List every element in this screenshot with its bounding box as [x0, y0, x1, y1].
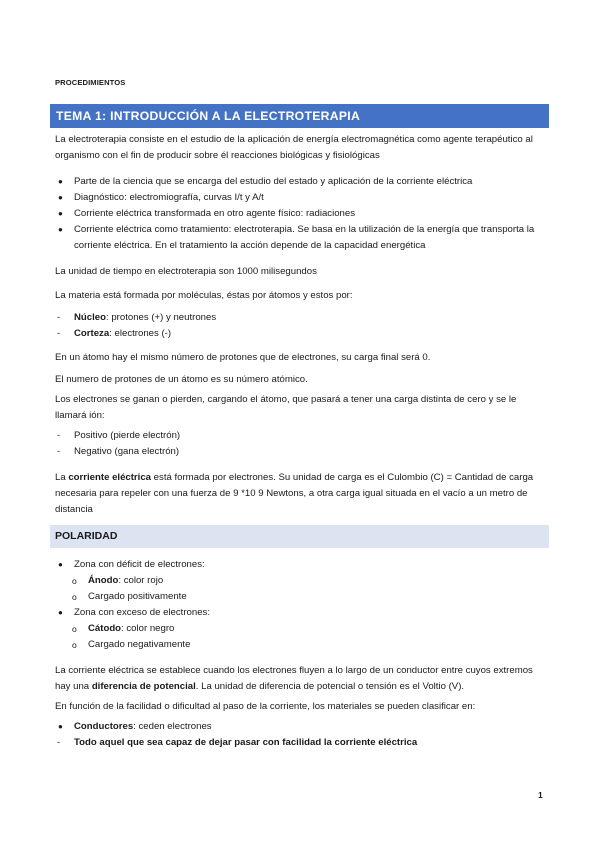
paragraph-atomo: En un átomo hay el mismo número de protones que de electrones, su carga final será 0.	[55, 352, 431, 363]
definition-corteza: : electrones (-)	[109, 328, 172, 339]
sublist-item-catodo	[88, 621, 528, 637]
list-item: Parte de la ciencia que se encarga del estudio del estado y aplicación de la corriente eléctrica	[74, 176, 473, 187]
definition-conductores: : ceden electrones	[133, 721, 212, 732]
bullet-icon: ●	[58, 225, 63, 234]
intro-paragraph: La electroterapia consiste en el estudio de la aplicación de energía electromagnética como agente terapéutico al organismo con el fin de producir sobre él reacciones biológicas y fisiológicas	[55, 134, 533, 161]
list-item: Zona con exceso de electrones:	[74, 607, 210, 618]
list-item: Positivo (pierde electrón)	[74, 430, 181, 441]
list-item: Negativo (gana electrón)	[74, 446, 180, 457]
term-corteza: Corteza	[74, 328, 110, 339]
term-anodo: Ánodo	[88, 575, 119, 586]
circle-bullet-icon: o	[72, 576, 77, 586]
document-header: PROCEDIMIENTOS	[55, 78, 126, 87]
page-title: TEMA 1: INTRODUCCIÓN A LA ELECTROTERAPIA	[50, 104, 549, 128]
list-item: Corriente eléctrica transformada en otro agente físico: radiaciones	[74, 208, 356, 219]
list-item-conductores	[74, 719, 544, 735]
circle-bullet-icon: o	[72, 640, 77, 650]
list-item-nucleo	[74, 310, 544, 326]
dash-marker: -	[57, 737, 61, 748]
list-item: Corriente eléctrica como tratamiento: electroterapia. Se basa en la utilización de la energía que transporta la corriente eléctrica. En el tratamiento la acción depende de la capacidad energética	[74, 224, 535, 251]
paragraph-ion: Los electrones se ganan o pierden, cargando el átomo, que pasará a tener una carga distinta de cero y se le llamará ión:	[55, 394, 517, 421]
sublist-item: Cargado negativamente	[88, 639, 191, 650]
list-item-corteza	[74, 326, 544, 342]
sublist-item-anodo	[88, 573, 528, 589]
bullet-icon: ●	[58, 193, 63, 202]
dash-marker: -	[57, 328, 61, 339]
circle-bullet-icon: o	[72, 592, 77, 602]
paragraph-clasificar: En función de la facilidad o dificultad al paso de la corriente, los materiales se pueden clasificar en:	[55, 701, 476, 712]
text-run: La corriente eléctrica se establece cuando los electrones fluyen a lo largo de un conductor entre cuyos extremos hay una	[55, 665, 533, 692]
bullet-icon: ●	[58, 560, 63, 569]
term-corriente-electrica: corriente eléctrica	[68, 472, 152, 483]
sublist-item: Cargado positivamente	[88, 591, 187, 602]
term-nucleo: Núcleo	[74, 312, 106, 323]
list-item: Diagnóstico: electromiografía, curvas I/t y A/t	[74, 192, 264, 203]
section-heading-polaridad: POLARIDAD	[50, 525, 549, 548]
dash-marker: -	[57, 430, 61, 441]
dash-marker: -	[57, 312, 61, 323]
term-conductores: Conductores	[74, 721, 134, 732]
paragraph-materia: La materia está formada por moléculas, éstas por átomos y estos por:	[55, 290, 353, 301]
definition-catodo: : color negro	[121, 623, 175, 634]
definition-anodo: : color rojo	[118, 575, 164, 586]
dash-marker: -	[57, 446, 61, 457]
term-catodo: Cátodo	[88, 623, 122, 634]
list-item-todo: Todo aquel que sea capaz de dejar pasar con facilidad la corriente eléctrica	[74, 737, 418, 748]
circle-bullet-icon: o	[72, 624, 77, 634]
paragraph-diferencia-potencial	[55, 663, 545, 695]
paragraph-numero-atomico: El numero de protones de un átomo es su número atómico.	[55, 374, 308, 385]
text-run: está formada por electrones. Su unidad de carga es el Culombio (C) = Cantidad de carga necesaria para repeler con una fuerza de 9 *10 9 Newtons, a otra carga igual situada en el vacío a un metro de distancia	[55, 472, 534, 515]
definition-nucleo: : protones (+) y neutrones	[106, 312, 217, 323]
term-diferencia-potencial: diferencia de potencial	[91, 681, 196, 692]
text-run: . La unidad de diferencia de potencial o tensión es el Voltio (V).	[195, 681, 465, 692]
bullet-icon: ●	[58, 209, 63, 218]
list-item: Zona con déficit de electrones:	[74, 559, 205, 570]
paragraph-unidad-tiempo: La unidad de tiempo en electroterapia son 1000 milisegundos	[55, 266, 317, 277]
text-run: La	[55, 472, 69, 483]
paragraph-corriente	[55, 470, 545, 518]
bullet-icon: ●	[58, 722, 63, 731]
page-number: 1	[538, 790, 543, 800]
bullet-icon: ●	[58, 177, 63, 186]
bullet-icon: ●	[58, 608, 63, 617]
